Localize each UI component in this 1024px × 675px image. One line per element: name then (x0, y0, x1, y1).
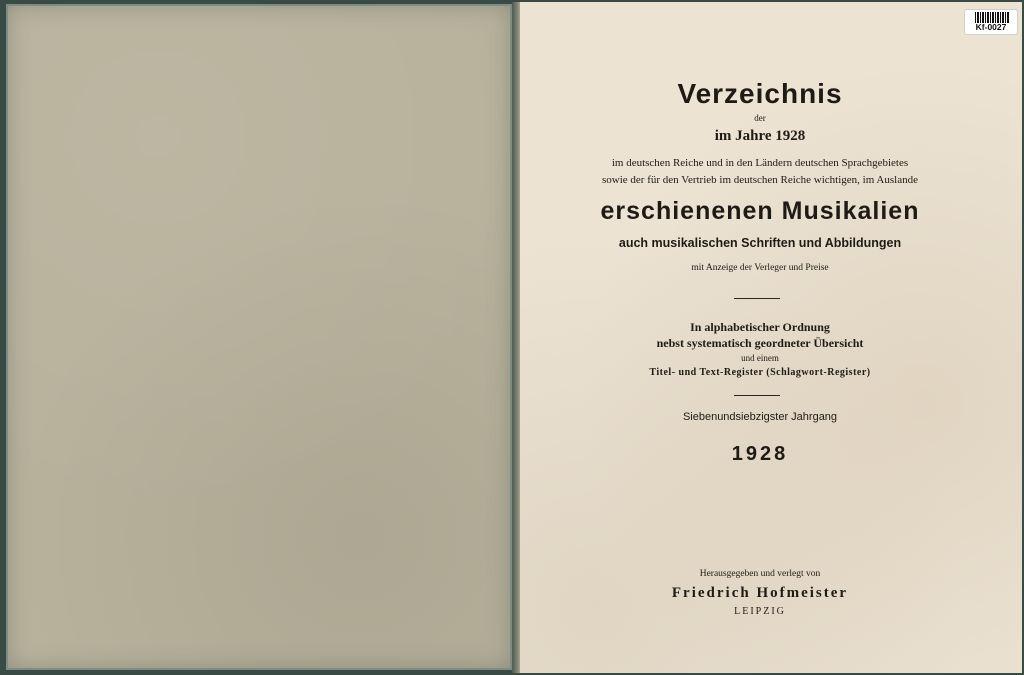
published-by: Herausgegeben und verlegt von (699, 569, 821, 579)
left-endpaper (6, 4, 515, 670)
und-einem: und einem (741, 353, 779, 363)
publisher-city: LEIPZIG (734, 606, 786, 617)
publisher-name: Friedrich Hofmeister (671, 585, 849, 601)
region-line-2: sowie der für den Vertrieb im deutschen Reiche wichtigen, im Auslande (602, 174, 918, 186)
register-line: Titel- und Text-Register (Schlagwort-Register) (649, 367, 871, 378)
divider-rule-2 (734, 395, 780, 396)
main-title: erschienenen Musikalien (600, 197, 920, 225)
order-line-1: In alphabetischer Ordnung (690, 320, 830, 334)
page-heading: Verzeichnis (677, 78, 843, 109)
publisher-note: mit Anzeige der Verleger und Preise (691, 263, 829, 273)
year-line: im Jahre 1928 (714, 128, 806, 144)
jahrgang: Siebenundsiebzigster Jahrgang (682, 411, 838, 423)
edition-year: 1928 (731, 443, 789, 465)
subtitle: auch musikalischen Schriften und Abbildungen (618, 236, 902, 250)
barcode-code: Kf-0027 (975, 22, 1007, 32)
region-line-1: im deutschen Reiche und in den Ländern deutschen Sprachgebietes (611, 157, 909, 169)
der-word: der (754, 113, 766, 123)
order-line-2: nebst systematisch geordneter Übersicht (656, 336, 864, 350)
barcode-label (964, 9, 1018, 35)
divider-rule-1 (734, 298, 780, 299)
